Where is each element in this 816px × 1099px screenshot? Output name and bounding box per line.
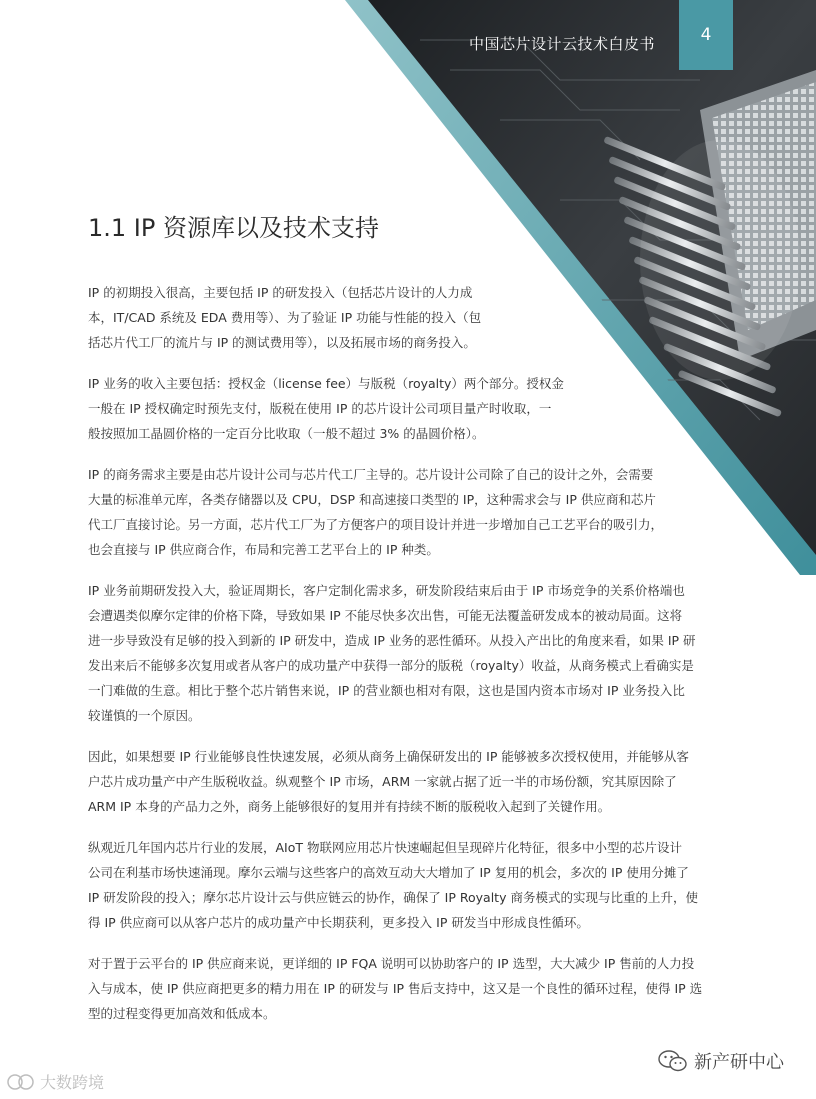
paragraph-line: IP 研发阶段的投入；摩尔芯片设计云与供应链云的协作，确保了 IP Royalty 商务模式的实现与比重的上升，使 xyxy=(88,890,698,905)
paragraph-line: 较谨慎的一个原因。 xyxy=(88,708,201,723)
paragraph-line: IP 的初期投入很高，主要包括 IP 的研发投入（包括芯片设计的人力成 xyxy=(88,285,473,300)
paragraph-line: ARM IP 本身的产品力之外，商务上能够很好的复用并有持续不断的版税收入起到了关键作用。 xyxy=(88,799,611,814)
paragraph-line: 括芯片代工厂的流片与 IP 的测试费用等），以及拓展市场的商务投入。 xyxy=(88,335,476,350)
paragraph-line: 进一步导致没有足够的投入到新的 IP 研发中，造成 IP 业务的恶性循环。从投入产出比的角度来看，如果 IP 研 xyxy=(88,633,696,648)
paragraph-line: 因此，如果想要 IP 行业能够良性快速发展，必须从商务上确保研发出的 IP 能够被多次授权使用，并能够从客 xyxy=(88,749,689,764)
paragraph-line: IP 的商务需求主要是由芯片设计公司与芯片代工厂主导的。芯片设计公司除了自己的设计之外，会需要 xyxy=(88,467,654,482)
paragraph-line: 纵观近几年国内芯片行业的发展，AIoT 物联网应用芯片快速崛起但呈现碎片化特征，很多中小型的芯片设计 xyxy=(88,840,682,855)
document-title: 中国芯片设计云技术白皮书 xyxy=(469,35,656,53)
right-watermark-text: 新产研中心 xyxy=(694,1052,784,1073)
left-watermark-text: 大数跨境 xyxy=(40,1073,105,1092)
paragraph-line: 得 IP 供应商可以从客户芯片的成功量产中长期获利，更多投入 IP 研发当中形成良性循环。 xyxy=(88,915,589,930)
paragraph-line: 也会直接与 IP 供应商合作，布局和完善工艺平台上的 IP 种类。 xyxy=(88,542,439,557)
paragraph-line: 户芯片成功量产中产生版税收益。纵观整个 IP 市场，ARM 一家就占据了近一半的市场份额，究其原因除了 xyxy=(88,774,677,789)
page-number-badge xyxy=(679,0,733,70)
paragraph-line: 本，IT/CAD 系统及 EDA 费用等）、为了验证 IP 功能与性能的投入（包 xyxy=(88,310,482,325)
body-text xyxy=(88,280,733,1042)
paragraph-line: 发出来后不能够多次复用或者从客户的成功量产中获得一部分的版税（royalty）收益，从商务模式上看确实是 xyxy=(88,658,694,673)
paragraph xyxy=(88,280,733,355)
footer-right-watermark xyxy=(658,1048,784,1074)
paragraph-line: IP 业务的收入主要包括：授权金（license fee）与版税（royalty）两个部分。授权金 xyxy=(88,376,564,391)
paragraph xyxy=(88,462,733,562)
wechat-icon xyxy=(658,1049,688,1073)
paragraph xyxy=(88,371,733,446)
footer-left-watermark xyxy=(6,1070,104,1093)
paragraph xyxy=(88,744,733,819)
paragraph-line: 代工厂直接讨论。另一方面，芯片代工厂为了方便客户的项目设计并进一步增加自己工艺平台的吸引力， xyxy=(88,517,664,532)
paragraph-line: IP 业务前期研发投入大，验证周期长，客户定制化需求多，研发阶段结束后由于 IP 市场竞争的关系价格端也 xyxy=(88,583,685,598)
page-number: 4 xyxy=(700,25,712,45)
section-heading: 1.1 IP 资源库以及技术支持 xyxy=(88,214,379,242)
paragraph-line: 般按照加工晶圆价格的一定百分比收取（一般不超过 3% 的晶圆价格）。 xyxy=(88,426,485,441)
paragraph xyxy=(88,835,733,935)
paragraph-line: 入与成本，使 IP 供应商把更多的精力用在 IP 的研发与 IP 售后支持中，这又是一个良性的循环过程，使得 IP 选 xyxy=(88,981,703,996)
paragraph xyxy=(88,578,733,728)
paragraph-line: 一般在 IP 授权确定时预先支付，版税在使用 IP 的芯片设计公司项目量产时收取，一 xyxy=(88,401,552,416)
paragraph-line: 型的过程变得更加高效和低成本。 xyxy=(88,1006,276,1021)
paragraph-line: 公司在利基市场快速涌现。摩尔云端与这些客户的高效互动大大增加了 IP 复用的机会，多次的 IP 使用分摊了 xyxy=(88,865,689,880)
paragraph-line: 一门难做的生意。相比于整个芯片销售来说，IP 的营业额也相对有限，这也是国内资本市场对 IP 业务投入比 xyxy=(88,683,685,698)
paragraph-line: 对于置于云平台的 IP 供应商来说，更详细的 IP FQA 说明可以协助客户的 IP 选型，大大减少 IP 售前的人力投 xyxy=(88,956,695,971)
paragraph-line: 大量的标准单元库，各类存储器以及 CPU，DSP 和高速接口类型的 IP，这种需求会与 IP 供应商和芯片 xyxy=(88,492,656,507)
paragraph xyxy=(88,951,733,1026)
paragraph-line: 会遭遇类似摩尔定律的价格下降，导致如果 IP 不能尽快多次出售，可能无法覆盖研发成本的被动局面。这将 xyxy=(88,608,683,623)
cc-watermark-icon xyxy=(6,1073,36,1091)
